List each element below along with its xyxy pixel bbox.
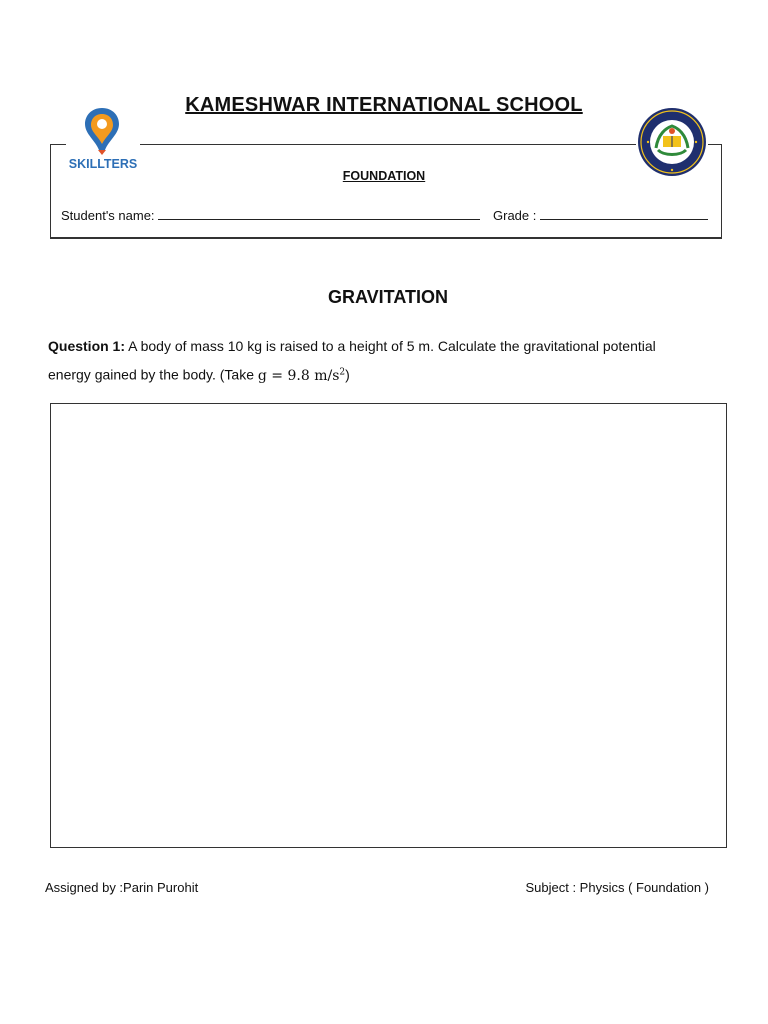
student-name-blank[interactable] [158,207,480,220]
assigned-by: Assigned by :Parin Purohit [45,880,199,895]
school-title: KAMESHWAR INTERNATIONAL SCHOOL [185,94,583,116]
level-label: FOUNDATION [342,169,426,183]
grade-blank[interactable] [540,207,708,220]
skillters-pin-icon [82,106,122,156]
subject-label: Subject : Physics ( Foundation ) [525,880,709,895]
question-1 [48,333,668,389]
student-name-label: Student's name: [61,208,155,223]
answer-box[interactable] [50,403,727,848]
question-label: Question 1: [48,338,126,354]
grade-label: Grade : [493,208,537,223]
grade-row [493,207,708,223]
worksheet-title: GRAVITATION [328,287,448,307]
student-name-row [61,207,480,223]
question-text: A body of mass 10 kg is raised to a height of 5 m. Calculate the gravitational potential energy gained by the body. (Take [48,338,656,383]
question-formula: g = 9.8 $m/s^2$ [257,367,346,384]
question-close: ) [345,366,350,383]
header-box [50,144,722,239]
skillters-logo-text: SKILLTERS [68,157,138,171]
skillters-logo [66,106,140,176]
